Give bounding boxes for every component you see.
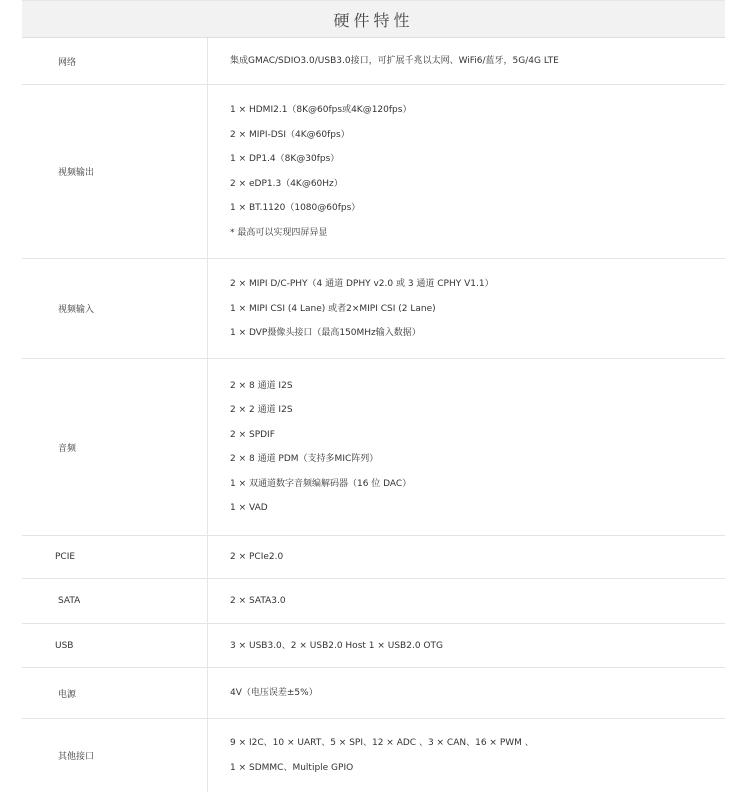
spec-label: 电源	[22, 668, 208, 718]
spec-row-pcie	[22, 536, 725, 579]
spec-line: 集成GMAC/SDIO3.0/USB3.0接口，可扩展千兆以太网、WiFi6/蓝牙，5G/4G LTE	[230, 56, 559, 66]
spec-value	[208, 579, 725, 623]
spec-line: 2 × eDP1.3（4K@60Hz）	[230, 178, 343, 189]
spec-line: 1 × DVP摄像头接口（最高150MHz输入数据）	[230, 328, 421, 339]
spec-row-power	[22, 668, 725, 719]
spec-label: 音频	[22, 359, 208, 535]
spec-line: 1 × 双通道数字音频编解码器（16 位 DAC）	[230, 478, 412, 489]
spec-line: 9 × I2C、10 × UART、5 × SPI、12 × ADC 、3 × CAN、16 × PWM 、	[230, 738, 534, 749]
spec-row-usb	[22, 624, 725, 668]
spec-row-audio	[22, 359, 725, 536]
spec-value	[208, 359, 725, 535]
spec-label: SATA	[22, 579, 208, 623]
spec-line: 2 × MIPI D/C-PHY（4 通道 DPHY v2.0 或 3 通道 CPHY V1.1）	[230, 278, 494, 289]
spec-row-other-interfaces	[22, 719, 725, 792]
spec-line: 2 × PCIe2.0	[230, 552, 284, 562]
spec-line: 1 × MIPI CSI (4 Lane) 或者2×MIPI CSI (2 Lane)	[230, 303, 436, 314]
spec-line: * 最高可以实现四屏异显	[230, 227, 328, 238]
spec-line: 1 × DP1.4（8K@30fps）	[230, 154, 340, 165]
spec-line: 1 × BT.1120（1080@60fps）	[230, 203, 361, 214]
spec-label: 网络	[22, 38, 208, 84]
spec-label: 视频输入	[22, 259, 208, 358]
spec-line: 4V（电压误差±5%）	[230, 688, 318, 698]
spec-line: 1 × HDMI2.1（8K@60fps或4K@120fps）	[230, 105, 412, 116]
spec-value	[208, 85, 725, 258]
spec-value	[208, 668, 725, 718]
section-title: 硬件特性	[22, 1, 725, 38]
spec-label: PCIE	[22, 536, 208, 578]
spec-label: USB	[22, 624, 208, 667]
spec-row-network	[22, 38, 725, 85]
spec-row-sata	[22, 579, 725, 624]
spec-label: 视频输出	[22, 85, 208, 258]
spec-line: 2 × SATA3.0	[230, 596, 286, 606]
spec-value	[208, 624, 725, 667]
spec-line: 2 × 2 通道 I2S	[230, 405, 293, 416]
spec-row-video-output	[22, 85, 725, 259]
spec-line: 2 × SPDIF	[230, 429, 275, 440]
spec-line: 1 × VAD	[230, 503, 268, 514]
spec-value	[208, 259, 725, 358]
spec-line: 2 × 8 通道 PDM（支持多MIC阵列）	[230, 454, 379, 465]
spec-row-video-input	[22, 259, 725, 359]
hardware-features-table	[22, 0, 725, 792]
spec-value	[208, 38, 725, 84]
spec-line: 2 × 8 通道 I2S	[230, 380, 293, 391]
spec-value	[208, 536, 725, 578]
spec-line: 3 × USB3.0、2 × USB2.0 Host 1 × USB2.0 OTG	[230, 640, 443, 651]
spec-value	[208, 719, 725, 792]
spec-label: 其他接口	[22, 719, 208, 792]
spec-line: 2 × MIPI-DSI（4K@60fps）	[230, 129, 350, 140]
spec-line: 1 × SDMMC、Multiple GPIO	[230, 762, 354, 773]
